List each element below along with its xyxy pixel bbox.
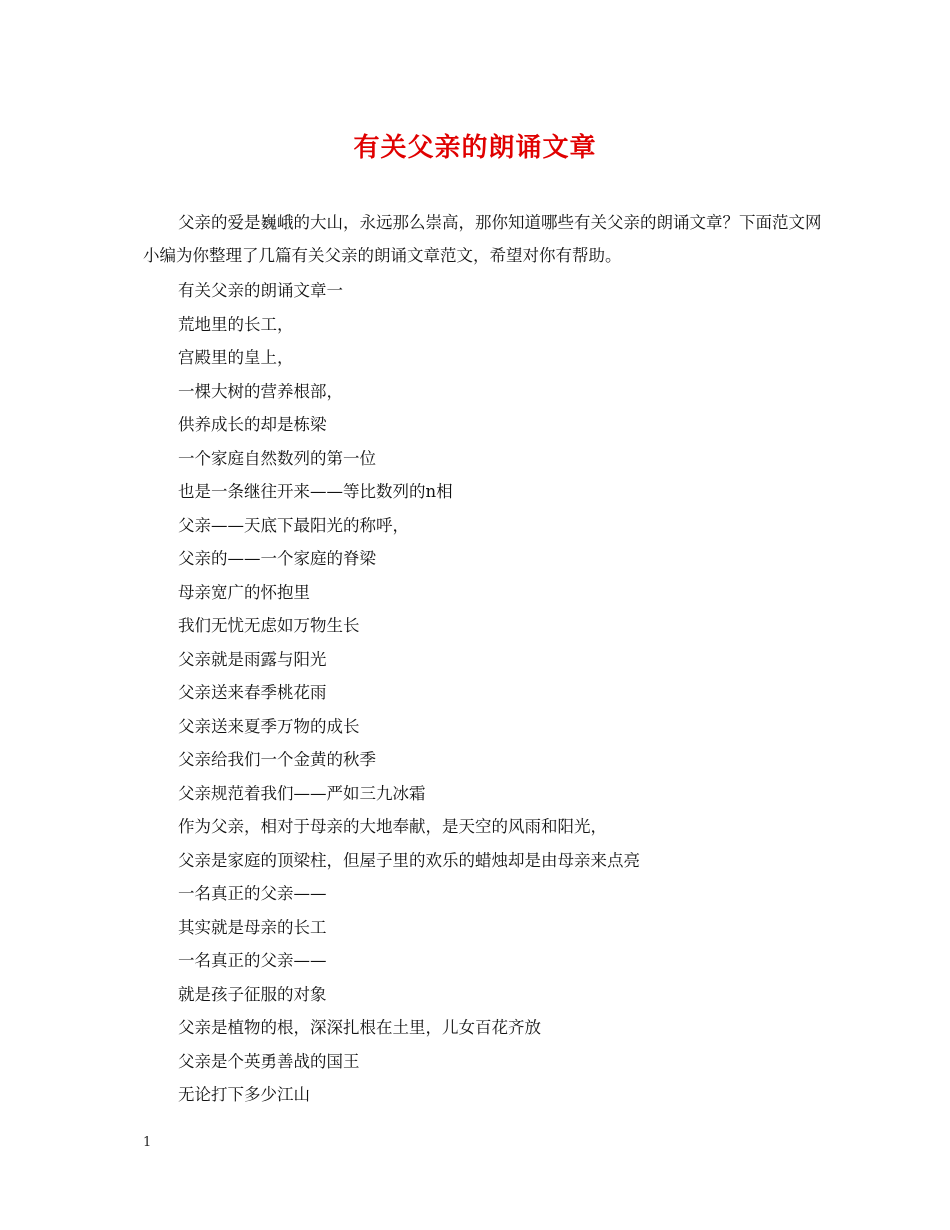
poem-line: 我们无忧无虑如万物生长 [178, 616, 360, 635]
poem-line: 就是孩子征服的对象 [178, 984, 327, 1004]
document-title: 有关父亲的朗诵文章 [353, 133, 597, 163]
poem-line: 父亲是植物的根，深深扎根在土里，儿女百花齐放 [178, 1018, 541, 1037]
page-number: 1 [143, 1135, 152, 1150]
poem-line: 供养成长的却是栋梁 [178, 415, 327, 434]
poem-line: 父亲的——一个家庭的脊梁 [178, 549, 376, 568]
poem-line: 父亲规范着我们——严如三九冰霜 [178, 783, 426, 803]
poem-line: 一名真正的父亲—— [178, 884, 327, 903]
poem-line: 荒地里的长工， [178, 314, 294, 334]
poem-line: 有关父亲的朗诵文章一 [178, 281, 343, 300]
poem-line: 父亲给我们一个金黄的秋季 [178, 750, 376, 769]
poem-line: 也是一条继往开来——等比数列的n相 [178, 482, 453, 501]
poem-line: 一名真正的父亲—— [178, 951, 327, 970]
poem-line: 一棵大树的营养根部， [178, 381, 343, 401]
poem-line: 作为父亲，相对于母亲的大地奉献，是天空的风雨和阳光， [178, 817, 607, 836]
poem-line: 父亲送来夏季万物的成长 [178, 716, 360, 736]
poem-line: 一个家庭自然数列的第一位 [178, 448, 376, 468]
poem-line: 父亲——天底下最阳光的称呼， [178, 515, 409, 535]
poem-line: 父亲是个英勇善战的国王 [178, 1051, 360, 1071]
poem-line: 宫殿里的皇上， [178, 348, 294, 367]
poem-lines [178, 274, 838, 1112]
poem-line: 其实就是母亲的长工 [178, 917, 327, 937]
poem-line: 父亲是家庭的顶梁柱，但屋子里的欢乐的蜡烛却是由母亲来点亮 [178, 850, 640, 870]
poem-line: 父亲就是雨露与阳光 [178, 649, 327, 669]
poem-line: 无论打下多少江山 [178, 1085, 310, 1104]
poem-line: 父亲送来春季桃花雨 [178, 683, 327, 702]
poem-line: 母亲宽广的怀抱里 [178, 582, 310, 602]
intro-paragraph: 父亲的爱是巍峨的大山，永远那么崇高，那你知道哪些有关父亲的朗诵文章？下面范文网小编为你整理了几篇有关父亲的朗诵文章范文，希望对你有帮助。 [143, 213, 822, 265]
